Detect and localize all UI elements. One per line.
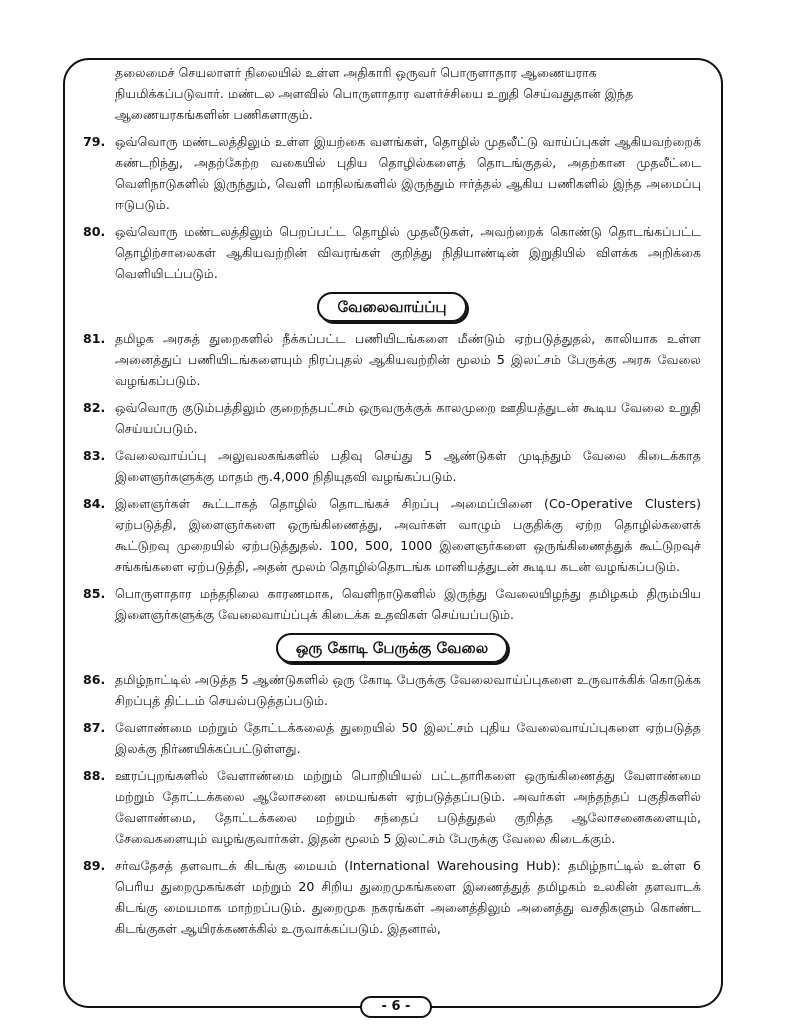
- list-item: [83, 328, 701, 391]
- intro-paragraph: தலைமைச் செயலாளர் நிலையில் உள்ள அதிகாரி ஒருவர் பொருளாதார ஆணையராக நியமிக்கப்படுவார். மண்டல அளவில் பொருளாதார வளர்ச்சியை உறுதி செய்வதுதான் இந்த ஆணையரகங்களின் பணிகளாகும்.: [115, 65, 634, 122]
- list-item: [83, 669, 701, 711]
- list-item: [83, 583, 701, 625]
- list-item: [83, 445, 701, 487]
- item-number: 86.: [83, 672, 106, 687]
- item-number: 89.: [83, 858, 106, 873]
- item-number: 79.: [83, 134, 106, 149]
- list-item: [83, 221, 701, 284]
- item-number: 88.: [83, 768, 106, 783]
- item-number: 82.: [83, 400, 106, 415]
- section-heading-crore-jobs-wrap: [83, 633, 701, 663]
- list-item: [83, 717, 701, 759]
- item-number: 80.: [83, 224, 106, 239]
- item-text: வேளாண்மை மற்றும் தோட்டக்கலைத் துறையில் 50 இலட்சம் புதிய வேலைவாய்ப்புகளை ஏற்படுத்த இலக்கு நிர்ணயிக்கப்பட்டுள்ளது.: [115, 720, 701, 756]
- item-text: ஒவ்வொரு மண்டலத்திலும் பெறப்பட்ட தொழில் முதலீடுகள், அவற்றைக் கொண்டு தொடங்கப்பட்ட தொழிற்சாலைகள் ஆகியவற்றின் விவரங்கள் குறித்து நிதியாண்டின் இறுதியில் விளக்க அறிக்கை வெளியிடப்படும்.: [115, 224, 701, 281]
- item-number: 83.: [83, 448, 106, 463]
- item-number: 85.: [83, 586, 106, 601]
- item-text: தமிழக அரசுத் துறைகளில் நீக்கப்பட்ட பணியிடங்களை மீண்டும் ஏற்படுத்துதல், காலியாக உள்ள அனைத்துப் பணியிடங்களையும் நிரப்புதல் ஆகியவற்றின் மூலம் 5 இலட்சம் பேருக்கு அரசு வேலை வழங்கப்படும்.: [115, 331, 701, 388]
- list-item: [83, 855, 701, 939]
- item-text: வேலைவாய்ப்பு அலுவலகங்களில் பதிவு செய்து 5 ஆண்டுகள் முடிந்தும் வேலை கிடைக்காத இளைஞர்களுக்கு மாதம் ரூ.4,000 நிதியுதவி வழங்கப்படும்.: [115, 448, 701, 484]
- list-item: [83, 493, 701, 577]
- document-body: [83, 62, 701, 939]
- section-economy-items: [83, 131, 701, 284]
- item-text: ஒவ்வொரு மண்டலத்திலும் உள்ள இயற்கை வளங்கள், தொழில் முதலீட்டு வாய்ப்புகள் ஆகியவற்றைக் கண்டறிந்து, அதற்கேற்ற வகையில் புதிய தொழில்களைத் தொடங்குதல், அதற்கான முதலீட்டை வெளிநாடுகளில் இருந்தும், வெளி மாநிலங்களில் இருந்தும் ஈர்த்தல் ஆகிய பணிகளில் இந்த அமைப்பு ஈடுபடும்.: [115, 134, 701, 212]
- item-text: தமிழ்நாட்டில் அடுத்த 5 ஆண்டுகளில் ஒரு கோடி பேருக்கு வேலைவாய்ப்புகளை உருவாக்கிக் கொடுக்க சிறப்புத் திட்டம் செயல்படுத்தப்படும்.: [115, 672, 701, 708]
- item-number: 84.: [83, 496, 106, 511]
- section-heading-employment: வேலைவாய்ப்பு: [317, 292, 466, 322]
- item-text: சர்வதேசத் தளவாடக் கிடங்கு மையம் (International Warehousing Hub): தமிழ்நாட்டில் உள்ள 6 பெரிய துறைமுகங்கள் மற்றும் 20 சிறிய துறைமுகங்களை இணைத்துத் தமிழகம் உலகின் தளவாடக் கிடங்கு மையமாக மாற்றப்படும். துறைமுக நகரங்கள் அனைத்திலும் அனைத்து வசதிகளும் கொண்ட கிடங்குகள் ஆயிரக்கணக்கில் உருவாக்கப்படும். இதனால்,: [115, 858, 701, 936]
- item-text: ஒவ்வொரு குடும்பத்திலும் குறைந்தபட்சம் ஒருவருக்குக் காலமுறை ஊதியத்துடன் கூடிய வேலை உறுதி செய்யப்படும்.: [115, 400, 701, 436]
- section-heading-employment-wrap: [83, 292, 701, 322]
- list-item: [83, 131, 701, 215]
- section-employment-items: [83, 328, 701, 625]
- item-text: பொருளாதார மந்தநிலை காரணமாக, வெளிநாடுகளில் இருந்து வேலையிழந்து தமிழகம் திரும்பிய இளைஞர்களுக்கு வேலைவாய்ப்புக் கிடைக்க உதவிகள் செய்யப்படும்.: [115, 586, 701, 622]
- list-item: [83, 397, 701, 439]
- section-crore-jobs-items: [83, 669, 701, 939]
- item-number: 87.: [83, 720, 106, 735]
- item-number: 81.: [83, 331, 106, 346]
- section-heading-crore-jobs: ஒரு கோடி பேருக்கு வேலை: [276, 633, 508, 663]
- list-item: [83, 765, 701, 849]
- item-text: ஊரப்புறங்களில் வேளாண்மை மற்றும் பொறியியல் பட்டதாரிகளை ஒருங்கிணைத்து வேளாண்மை மற்றும் தோட்டக்கலை ஆலோசனை மையங்கள் ஏற்படுத்தப்படும். அவர்கள் அந்தந்தப் பகுதிகளில் வேளாண்மை, தோட்டக்கலை மற்றும் சந்தைப் படுத்துதல் குறித்த ஆலோசனைகளையும், சேவைகளையும் வழங்குவார்கள். இதன் மூலம் 5 இலட்சம் பேருக்கு வேலை கிடைக்கும்.: [115, 768, 701, 846]
- item-text: இளைஞர்கள் கூட்டாகத் தொழில் தொடங்கச் சிறப்பு அமைப்பினை (Co-Operative Clusters) ஏற்படுத்தி, இளைஞர்களை ஒருங்கிணைத்து, அவர்கள் வாழும் பகுதிக்கு ஏற்ற தொழில்களைக் கூட்டுறவு முறையில் ஏற்படுத்துதல். 100, 500, 1000 இளைஞர்களை ஒருங்கிணைத்துக் கூட்டுறவுச் சங்கங்களை ஏற்படுத்தி, அதன் மூலம் தொழில்தொடங்க மானியத்துடன் கூடிய கடன் வழங்கப்படும்.: [115, 496, 701, 574]
- page-number: - 6 -: [360, 996, 432, 1018]
